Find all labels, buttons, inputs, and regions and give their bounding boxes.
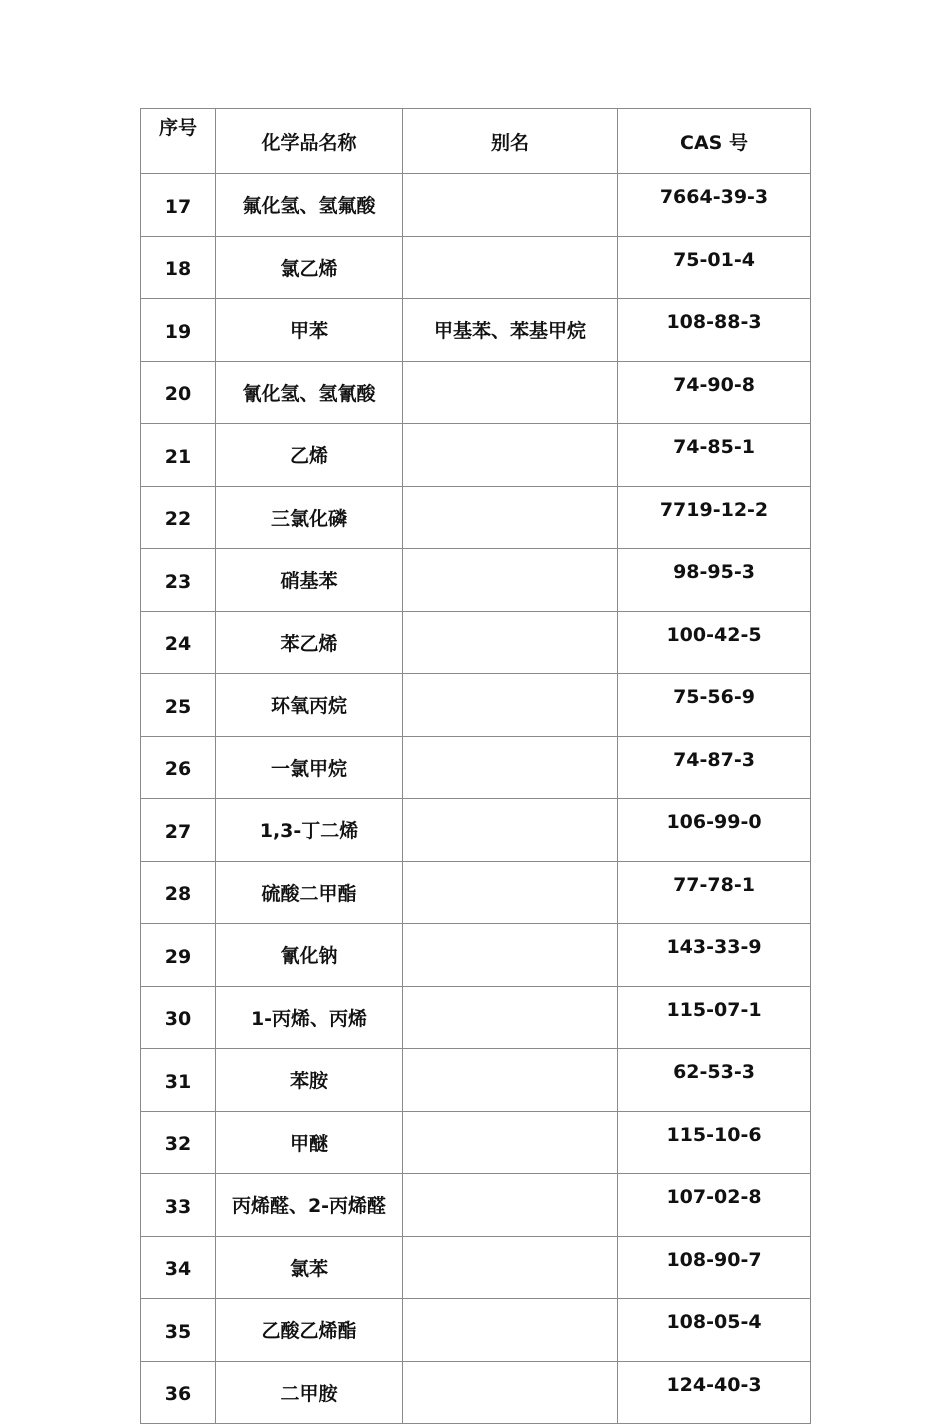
table-row [141, 1049, 811, 1112]
header-serial-number: 序号 [141, 109, 216, 174]
cas-number-cell: 143-33-9 [618, 924, 811, 987]
header-cas-number: CAS 号 [618, 109, 811, 174]
alias-cell [403, 1299, 618, 1362]
serial-number-cell: 18 [141, 236, 216, 299]
chemical-name-cell: 丙烯醛、2-丙烯醛 [216, 1174, 403, 1237]
cas-number-cell: 74-90-8 [618, 361, 811, 424]
table-body [141, 174, 811, 1424]
table-row [141, 861, 811, 924]
serial-number-cell: 23 [141, 549, 216, 612]
alias-cell [403, 861, 618, 924]
alias-cell [403, 611, 618, 674]
alias-cell [403, 1174, 618, 1237]
alias-cell [403, 549, 618, 612]
chemical-name-cell: 硝基苯 [216, 549, 403, 612]
chemical-name-cell: 苯乙烯 [216, 611, 403, 674]
alias-cell [403, 674, 618, 737]
serial-number-cell: 26 [141, 736, 216, 799]
chemical-name-cell: 环氧丙烷 [216, 674, 403, 737]
chemical-name-cell: 甲醚 [216, 1111, 403, 1174]
chemical-table [140, 108, 811, 1424]
cas-number-cell: 74-85-1 [618, 424, 811, 487]
cas-number-cell: 74-87-3 [618, 736, 811, 799]
cas-number-cell: 75-56-9 [618, 674, 811, 737]
alias-cell [403, 986, 618, 1049]
table-row [141, 674, 811, 737]
cas-number-cell: 107-02-8 [618, 1174, 811, 1237]
chemical-name-cell: 三氯化磷 [216, 486, 403, 549]
cas-number-cell: 100-42-5 [618, 611, 811, 674]
table-row [141, 924, 811, 987]
table-row [141, 1111, 811, 1174]
serial-number-cell: 27 [141, 799, 216, 862]
chemical-name-cell: 1-丙烯、丙烯 [216, 986, 403, 1049]
table-row [141, 1174, 811, 1237]
chemical-name-cell: 二甲胺 [216, 1361, 403, 1424]
table-row [141, 1236, 811, 1299]
serial-number-cell: 36 [141, 1361, 216, 1424]
serial-number-cell: 28 [141, 861, 216, 924]
header-chemical-name: 化学品名称 [216, 109, 403, 174]
table-row [141, 736, 811, 799]
cas-number-cell: 98-95-3 [618, 549, 811, 612]
chemical-name-cell: 苯胺 [216, 1049, 403, 1112]
table-row [141, 611, 811, 674]
table-row [141, 1361, 811, 1424]
alias-cell [403, 1049, 618, 1112]
chemical-name-cell: 氟化氢、氢氟酸 [216, 174, 403, 237]
cas-number-cell: 124-40-3 [618, 1361, 811, 1424]
chemical-name-cell: 氰化氢、氢氰酸 [216, 361, 403, 424]
alias-cell: 甲基苯、苯基甲烷 [403, 299, 618, 362]
serial-number-cell: 24 [141, 611, 216, 674]
serial-number-cell: 25 [141, 674, 216, 737]
chemical-name-cell: 氯苯 [216, 1236, 403, 1299]
serial-number-cell: 35 [141, 1299, 216, 1362]
chemical-name-cell: 甲苯 [216, 299, 403, 362]
alias-cell [403, 924, 618, 987]
serial-number-cell: 17 [141, 174, 216, 237]
table-header [141, 109, 811, 174]
serial-number-cell: 33 [141, 1174, 216, 1237]
table-row [141, 361, 811, 424]
table-row [141, 799, 811, 862]
alias-cell [403, 1111, 618, 1174]
serial-number-cell: 21 [141, 424, 216, 487]
cas-number-cell: 115-07-1 [618, 986, 811, 1049]
header-row [141, 109, 811, 174]
chemical-name-cell: 硫酸二甲酯 [216, 861, 403, 924]
table-row [141, 174, 811, 237]
chemical-name-cell: 乙烯 [216, 424, 403, 487]
chemical-name-cell: 一氯甲烷 [216, 736, 403, 799]
alias-cell [403, 1236, 618, 1299]
alias-cell [403, 424, 618, 487]
table-row [141, 486, 811, 549]
serial-number-cell: 22 [141, 486, 216, 549]
chemical-name-cell: 1,3-丁二烯 [216, 799, 403, 862]
serial-number-cell: 20 [141, 361, 216, 424]
cas-number-cell: 77-78-1 [618, 861, 811, 924]
serial-number-cell: 29 [141, 924, 216, 987]
chemical-name-cell: 乙酸乙烯酯 [216, 1299, 403, 1362]
cas-number-cell: 108-88-3 [618, 299, 811, 362]
table-row [141, 549, 811, 612]
serial-number-cell: 32 [141, 1111, 216, 1174]
serial-number-cell: 30 [141, 986, 216, 1049]
table-row [141, 986, 811, 1049]
alias-cell [403, 174, 618, 237]
serial-number-cell: 19 [141, 299, 216, 362]
alias-cell [403, 1361, 618, 1424]
table-row [141, 1299, 811, 1362]
cas-number-cell: 108-05-4 [618, 1299, 811, 1362]
cas-number-cell: 106-99-0 [618, 799, 811, 862]
alias-cell [403, 236, 618, 299]
alias-cell [403, 736, 618, 799]
alias-cell [403, 361, 618, 424]
table-row [141, 424, 811, 487]
cas-number-cell: 115-10-6 [618, 1111, 811, 1174]
serial-number-cell: 34 [141, 1236, 216, 1299]
chemical-name-cell: 氰化钠 [216, 924, 403, 987]
alias-cell [403, 799, 618, 862]
header-alias: 别名 [403, 109, 618, 174]
alias-cell [403, 486, 618, 549]
cas-number-cell: 75-01-4 [618, 236, 811, 299]
cas-number-cell: 7664-39-3 [618, 174, 811, 237]
cas-number-cell: 7719-12-2 [618, 486, 811, 549]
chemical-name-cell: 氯乙烯 [216, 236, 403, 299]
serial-number-cell: 31 [141, 1049, 216, 1112]
table-row [141, 236, 811, 299]
cas-number-cell: 62-53-3 [618, 1049, 811, 1112]
cas-number-cell: 108-90-7 [618, 1236, 811, 1299]
table-row [141, 299, 811, 362]
